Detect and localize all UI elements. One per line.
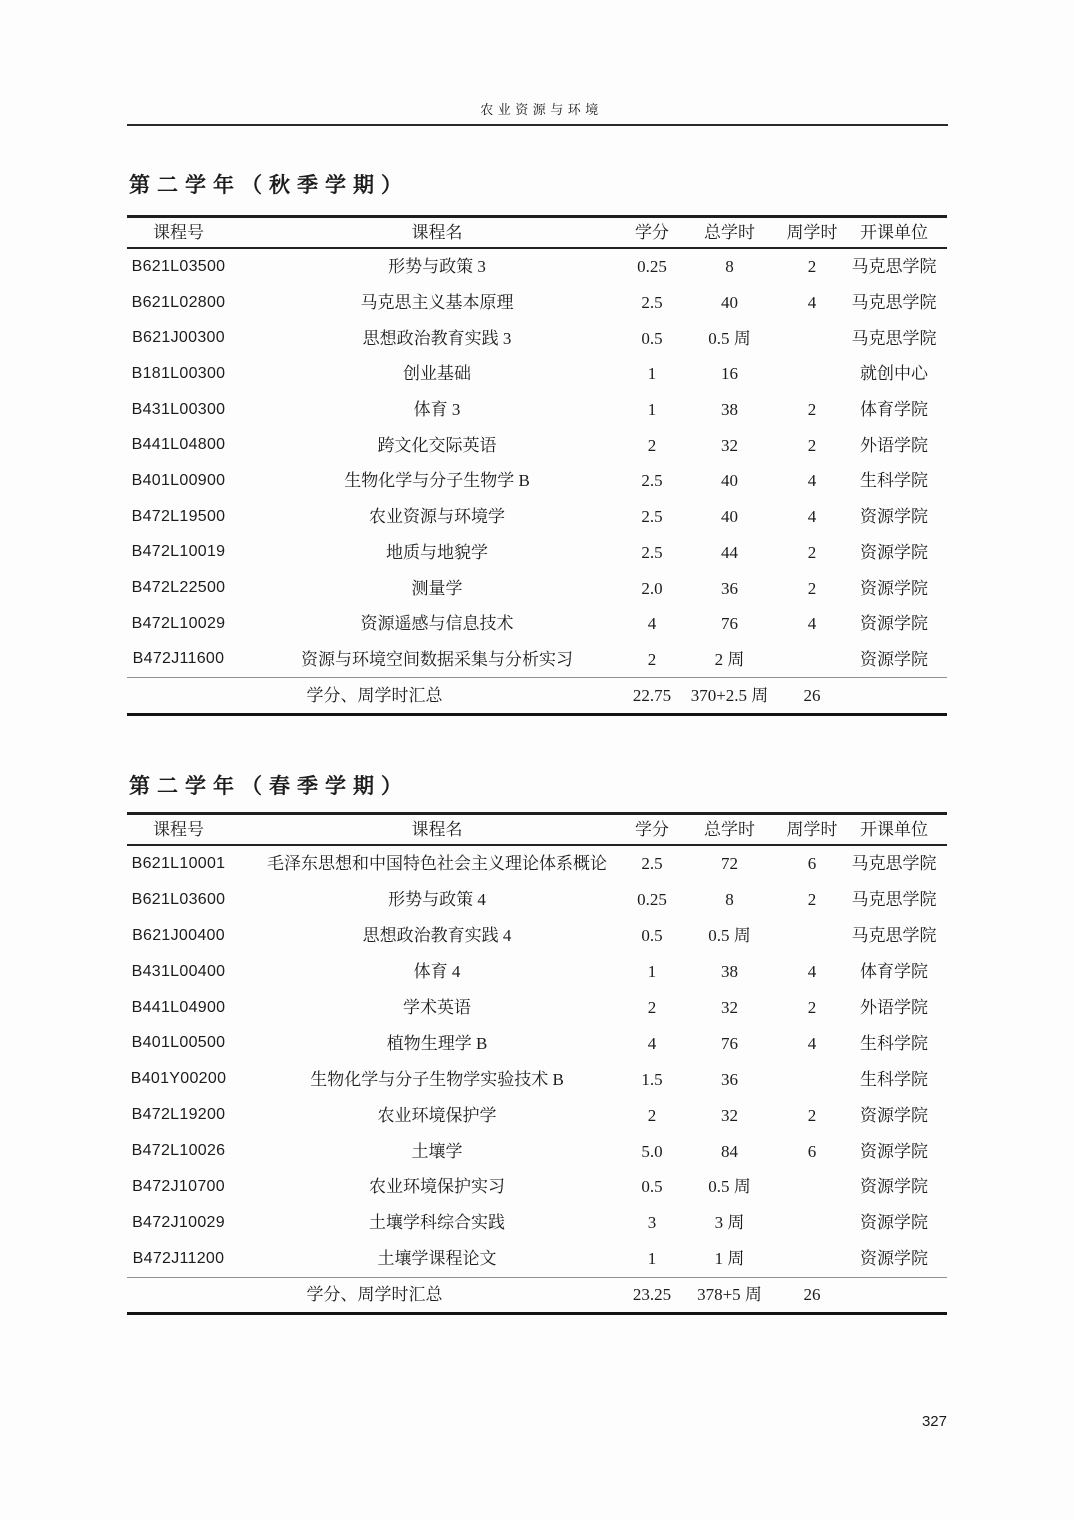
summary-credits: 22.75 bbox=[632, 686, 672, 706]
table-row bbox=[127, 1241, 947, 1277]
unit-cell: 生科学院 bbox=[860, 1069, 928, 1089]
course-name-cell: 农业环境保护学 bbox=[377, 1105, 497, 1125]
unit-cell: 马克思学院 bbox=[851, 926, 937, 946]
weekly-hours-cell: 2 bbox=[807, 998, 817, 1017]
table-body bbox=[127, 846, 947, 1277]
summary-total-hours: 370+2.5 周 bbox=[690, 686, 769, 706]
total-hours-cell: 76 bbox=[721, 1033, 738, 1053]
credits-cell: 0.5 bbox=[641, 1177, 663, 1197]
weekly-hours-cell: 6 bbox=[807, 854, 817, 874]
course-table-fall bbox=[127, 215, 947, 716]
section-title-spring: 第二学年（春季学期） bbox=[129, 775, 409, 798]
credits-cell: 2 bbox=[647, 435, 657, 455]
weekly-hours-cell: 4 bbox=[807, 471, 817, 491]
course-name-cell: 创业基础 bbox=[403, 364, 471, 384]
total-hours-cell: 32 bbox=[721, 435, 738, 455]
table-header-row bbox=[127, 815, 947, 846]
summary-row bbox=[127, 677, 947, 713]
course-code-cell: B621L03600 bbox=[131, 890, 226, 908]
section-title-fall: 第二学年（秋季学期） bbox=[129, 174, 409, 197]
table-header-row bbox=[127, 218, 947, 249]
course-code-cell: B441L04800 bbox=[131, 436, 226, 454]
credits-cell: 1 bbox=[647, 400, 657, 420]
total-hours-cell: 36 bbox=[721, 1069, 738, 1089]
total-hours-cell: 40 bbox=[721, 507, 738, 527]
weekly-hours-cell: 4 bbox=[807, 614, 817, 634]
total-hours-cell: 76 bbox=[721, 614, 738, 634]
table-row bbox=[127, 954, 947, 990]
credits-cell: 2 bbox=[647, 1105, 657, 1125]
credits-cell: 0.5 bbox=[641, 328, 663, 348]
credits-cell: 2.0 bbox=[641, 578, 663, 598]
column-header-credits: 学分 bbox=[635, 223, 669, 242]
summary-label: 学分、周学时汇总 bbox=[306, 1285, 443, 1305]
unit-cell: 马克思学院 bbox=[851, 257, 937, 277]
course-code-cell: B472L19500 bbox=[131, 507, 226, 525]
credits-cell: 2.5 bbox=[641, 293, 663, 313]
weekly-hours-cell: 6 bbox=[807, 1141, 817, 1161]
table-row bbox=[127, 285, 947, 321]
column-header-total-hours: 总学时 bbox=[704, 820, 755, 839]
course-code-cell: B431L00300 bbox=[131, 400, 226, 418]
table-row bbox=[127, 990, 947, 1026]
unit-cell: 外语学院 bbox=[860, 998, 928, 1017]
weekly-hours-cell: 4 bbox=[807, 962, 817, 982]
total-hours-cell: 32 bbox=[721, 998, 738, 1017]
credits-cell: 3 bbox=[647, 1213, 657, 1233]
credits-cell: 5.0 bbox=[641, 1141, 663, 1161]
course-code-cell: B472L10019 bbox=[131, 543, 226, 561]
total-hours-cell: 40 bbox=[721, 293, 738, 313]
summary-credits: 23.25 bbox=[632, 1285, 672, 1305]
course-code-cell: B621J00300 bbox=[132, 329, 225, 347]
table-row bbox=[127, 463, 947, 499]
course-name-cell: 土壤学 bbox=[411, 1141, 463, 1161]
table-row bbox=[127, 606, 947, 642]
unit-cell: 资源学院 bbox=[860, 1177, 928, 1197]
credits-cell: 2.5 bbox=[641, 471, 663, 491]
total-hours-cell: 3 周 bbox=[714, 1213, 745, 1233]
unit-cell: 资源学院 bbox=[860, 578, 928, 598]
total-hours-cell: 40 bbox=[721, 471, 738, 491]
course-name-cell: 生物化学与分子生物学 B bbox=[344, 471, 530, 491]
unit-cell: 资源学院 bbox=[860, 1213, 928, 1233]
summary-row bbox=[127, 1277, 947, 1312]
column-header-course-code: 课程号 bbox=[153, 820, 204, 839]
course-name-cell: 生物化学与分子生物学实验技术 B bbox=[310, 1069, 564, 1089]
course-name-cell: 思想政治教育实践 3 bbox=[362, 328, 512, 348]
table-row bbox=[127, 320, 947, 356]
course-code-cell: B472J11200 bbox=[132, 1249, 225, 1267]
course-name-cell: 跨文化交际英语 bbox=[377, 435, 497, 455]
course-code-cell: B441L04900 bbox=[131, 998, 226, 1016]
course-name-cell: 形势与政策 4 bbox=[388, 890, 486, 910]
table-body bbox=[127, 249, 947, 677]
unit-cell: 资源学院 bbox=[860, 1141, 928, 1161]
total-hours-cell: 8 bbox=[725, 890, 734, 910]
course-name-cell: 测量学 bbox=[411, 578, 463, 598]
table-row bbox=[127, 392, 947, 428]
column-header-course-name: 课程名 bbox=[411, 223, 463, 242]
table-row bbox=[127, 1097, 947, 1133]
unit-cell: 资源学院 bbox=[860, 649, 928, 669]
table-row bbox=[127, 1061, 947, 1097]
course-code-cell: B472J11600 bbox=[132, 650, 225, 668]
credits-cell: 2 bbox=[647, 649, 657, 669]
total-hours-cell: 72 bbox=[721, 854, 738, 874]
credits-cell: 1.5 bbox=[641, 1069, 663, 1089]
weekly-hours-cell: 2 bbox=[807, 435, 817, 455]
table-row bbox=[127, 918, 947, 954]
course-table-spring bbox=[127, 812, 947, 1315]
total-hours-cell: 32 bbox=[721, 1105, 738, 1125]
total-hours-cell: 16 bbox=[721, 364, 738, 384]
credits-cell: 0.25 bbox=[637, 257, 667, 277]
course-name-cell: 马克思主义基本原理 bbox=[360, 293, 514, 313]
unit-cell: 体育学院 bbox=[860, 962, 928, 982]
table-row bbox=[127, 356, 947, 392]
column-header-weekly-hours: 周学时 bbox=[786, 223, 838, 242]
table-row bbox=[127, 882, 947, 918]
unit-cell: 资源学院 bbox=[860, 542, 928, 562]
course-code-cell: B431L00400 bbox=[131, 962, 226, 980]
weekly-hours-cell: 4 bbox=[807, 507, 817, 527]
course-code-cell: B472J10700 bbox=[132, 1177, 225, 1195]
course-name-cell: 土壤学课程论文 bbox=[377, 1249, 497, 1269]
unit-cell: 资源学院 bbox=[860, 614, 928, 634]
course-name-cell: 思想政治教育实践 4 bbox=[362, 926, 512, 946]
credits-cell: 1 bbox=[647, 962, 657, 982]
table-row bbox=[127, 1133, 947, 1169]
unit-cell: 体育学院 bbox=[860, 400, 928, 420]
course-code-cell: B472L19200 bbox=[131, 1106, 226, 1124]
course-code-cell: B472J10029 bbox=[132, 1213, 225, 1231]
course-code-cell: B472L22500 bbox=[131, 579, 226, 597]
unit-cell: 生科学院 bbox=[860, 471, 928, 491]
weekly-hours-cell: 2 bbox=[807, 257, 817, 277]
course-code-cell: B621L02800 bbox=[131, 293, 226, 311]
summary-label: 学分、周学时汇总 bbox=[306, 686, 443, 706]
total-hours-cell: 38 bbox=[721, 962, 738, 982]
table-row bbox=[127, 427, 947, 463]
column-header-course-code: 课程号 bbox=[153, 223, 204, 242]
table-row bbox=[127, 642, 947, 678]
credits-cell: 4 bbox=[647, 1033, 657, 1053]
table-row bbox=[127, 846, 947, 882]
weekly-hours-cell: 2 bbox=[807, 400, 817, 420]
weekly-hours-cell: 2 bbox=[807, 1105, 817, 1125]
total-hours-cell: 2 周 bbox=[714, 649, 745, 669]
course-code-cell: B401Y00200 bbox=[130, 1070, 227, 1088]
course-code-cell: B401L00900 bbox=[131, 471, 226, 489]
column-header-total-hours: 总学时 bbox=[704, 223, 755, 242]
course-name-cell: 土壤学科综合实践 bbox=[369, 1213, 505, 1233]
course-code-cell: B472L10026 bbox=[131, 1142, 226, 1160]
weekly-hours-cell: 2 bbox=[807, 542, 817, 562]
summary-weekly-hours: 26 bbox=[803, 686, 821, 706]
credits-cell: 2.5 bbox=[641, 854, 663, 874]
course-name-cell: 毛泽东思想和中国特色社会主义理论体系概论 bbox=[267, 854, 607, 874]
running-header: 农业资源与环境 bbox=[480, 102, 603, 117]
unit-cell: 资源学院 bbox=[860, 507, 928, 527]
course-name-cell: 形势与政策 3 bbox=[388, 257, 486, 277]
unit-cell: 马克思学院 bbox=[851, 890, 937, 910]
course-name-cell: 农业资源与环境学 bbox=[369, 507, 505, 527]
credits-cell: 1 bbox=[647, 1249, 657, 1269]
credits-cell: 4 bbox=[647, 614, 657, 634]
credits-cell: 2 bbox=[647, 998, 657, 1017]
column-header-weekly-hours: 周学时 bbox=[786, 820, 838, 839]
course-code-cell: B621J00400 bbox=[132, 926, 225, 944]
column-header-course-name: 课程名 bbox=[411, 820, 463, 839]
credits-cell: 2.5 bbox=[641, 542, 663, 562]
table-row bbox=[127, 1169, 947, 1205]
total-hours-cell: 44 bbox=[721, 542, 738, 562]
total-hours-cell: 36 bbox=[721, 578, 738, 598]
course-code-cell: B401L00500 bbox=[131, 1034, 226, 1052]
unit-cell: 外语学院 bbox=[860, 435, 928, 455]
credits-cell: 0.5 bbox=[641, 926, 663, 946]
total-hours-cell: 0.5 周 bbox=[708, 1177, 751, 1197]
total-hours-cell: 0.5 周 bbox=[708, 926, 751, 946]
course-name-cell: 资源遥感与信息技术 bbox=[360, 614, 514, 634]
page-number: 327 bbox=[921, 1413, 947, 1430]
unit-cell: 就创中心 bbox=[860, 364, 928, 384]
column-header-credits: 学分 bbox=[635, 820, 669, 839]
table-row bbox=[127, 1205, 947, 1241]
header-rule bbox=[127, 124, 948, 126]
unit-cell: 马克思学院 bbox=[851, 293, 937, 313]
course-code-cell: B181L00300 bbox=[131, 364, 226, 382]
course-name-cell: 植物生理学 B bbox=[386, 1033, 488, 1053]
credits-cell: 2.5 bbox=[641, 507, 663, 527]
total-hours-cell: 8 bbox=[725, 257, 734, 277]
course-name-cell: 学术英语 bbox=[403, 998, 471, 1017]
table-row bbox=[127, 570, 947, 606]
total-hours-cell: 1 周 bbox=[714, 1249, 745, 1269]
weekly-hours-cell: 4 bbox=[807, 293, 817, 313]
total-hours-cell: 38 bbox=[721, 400, 738, 420]
weekly-hours-cell: 4 bbox=[807, 1033, 817, 1053]
weekly-hours-cell: 2 bbox=[807, 890, 817, 910]
course-name-cell: 体育 3 bbox=[413, 400, 461, 420]
course-name-cell: 资源与环境空间数据采集与分析实习 bbox=[301, 649, 573, 669]
total-hours-cell: 84 bbox=[721, 1141, 738, 1161]
credits-cell: 0.25 bbox=[637, 890, 667, 910]
course-code-cell: B621L03500 bbox=[131, 257, 226, 275]
table-row bbox=[127, 535, 947, 571]
table-row bbox=[127, 249, 947, 285]
unit-cell: 马克思学院 bbox=[851, 328, 937, 348]
unit-cell: 马克思学院 bbox=[851, 854, 937, 874]
unit-cell: 资源学院 bbox=[860, 1105, 928, 1125]
course-name-cell: 农业环境保护实习 bbox=[369, 1177, 505, 1197]
table-row bbox=[127, 499, 947, 535]
course-code-cell: B621L10001 bbox=[131, 854, 226, 872]
summary-total-hours: 378+5 周 bbox=[697, 1285, 762, 1305]
weekly-hours-cell: 2 bbox=[807, 578, 817, 598]
column-header-unit: 开课单位 bbox=[860, 223, 928, 242]
credits-cell: 1 bbox=[647, 364, 657, 384]
course-name-cell: 体育 4 bbox=[413, 962, 461, 982]
unit-cell: 生科学院 bbox=[860, 1033, 928, 1053]
course-code-cell: B472L10029 bbox=[131, 614, 226, 632]
course-name-cell: 地质与地貌学 bbox=[386, 542, 488, 562]
table-row bbox=[127, 1025, 947, 1061]
column-header-unit: 开课单位 bbox=[860, 820, 928, 839]
total-hours-cell: 0.5 周 bbox=[708, 328, 751, 348]
summary-weekly-hours: 26 bbox=[803, 1285, 821, 1305]
unit-cell: 资源学院 bbox=[860, 1249, 928, 1269]
